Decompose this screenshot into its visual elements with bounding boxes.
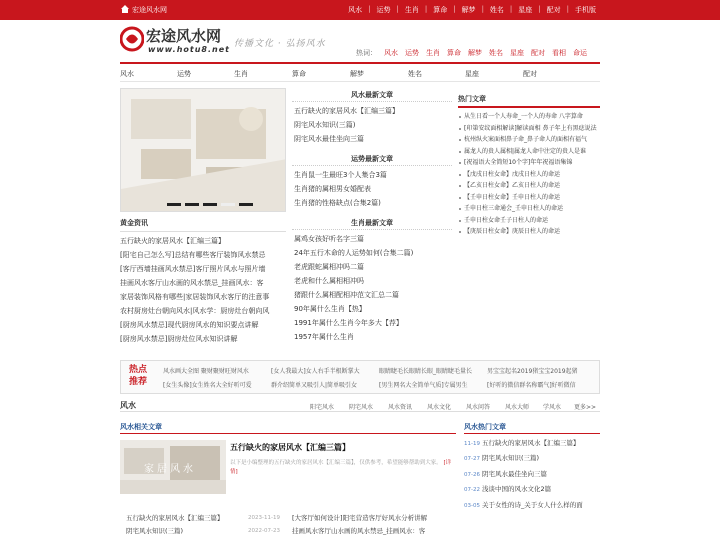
recommend-link[interactable]: [女人我最大]女人右手半根断掌大 — [271, 368, 360, 375]
slide-image — [121, 89, 286, 212]
item-date: 07-22 — [464, 487, 480, 493]
main-nav-item[interactable]: 星座 — [465, 70, 479, 78]
hot-word[interactable]: 命运 — [573, 49, 587, 57]
sub-nav-item[interactable]: 风水资讯 — [388, 404, 413, 411]
logo-domain: www.hotu8.net — [148, 45, 230, 54]
slide-dot[interactable] — [185, 203, 199, 206]
top-nav-item[interactable]: 姓名 — [489, 6, 504, 14]
list-item[interactable]: 【乙亥日柱女命】乙亥日柱人的命运 — [458, 180, 600, 192]
sub-nav-item[interactable]: 阴宅风水 — [349, 404, 374, 411]
top-nav-item[interactable]: 生肖 — [404, 6, 419, 14]
list-item[interactable]: 阴宅风水最佳坐向三篇 — [294, 135, 364, 143]
zodiac-latest — [292, 216, 452, 344]
hot-word[interactable]: 星座 — [510, 49, 524, 57]
list-item[interactable]: 【壬申日柱女命】壬申日柱人的命运 — [458, 192, 600, 204]
list-item[interactable] — [464, 468, 600, 481]
row-date: 2022-07-23 — [248, 528, 280, 534]
table-row — [120, 512, 456, 525]
related-title: 风水相关文章 — [120, 423, 162, 431]
recommend-link[interactable]: 风水画大全图 聚财聚财旺财风水 — [163, 368, 249, 375]
feature-title[interactable]: 五行缺火的家居风水【汇编三篇】 — [230, 443, 350, 452]
hot-articles — [458, 94, 600, 238]
list-item[interactable]: 生肖鼠一生最旺3个人集合3篇 — [294, 171, 387, 179]
list-item[interactable]: 【庚辰日柱女命】庚辰日柱人的命运 — [458, 226, 600, 238]
related-rows — [120, 512, 456, 538]
list-item[interactable]: [厨房风水禁忌]厨房灶位风水知识讲解 — [120, 335, 238, 343]
list-item[interactable]: [印第安纹面相解读]解读面相 鼻子年上有黑痣说法 — [458, 123, 600, 135]
item-date: 03-05 — [464, 502, 480, 509]
feature-desc — [230, 459, 456, 477]
slideshow[interactable] — [120, 88, 286, 212]
list-item[interactable]: 24年五行木命的人运势如何(合集二篇) — [294, 249, 414, 257]
hot-words — [356, 48, 594, 58]
top-nav-item[interactable]: 手机版 — [575, 6, 596, 14]
list-item[interactable]: [客厅西墙挂画风水禁忌]客厅照片风水与照片墙 — [120, 265, 266, 273]
slide-dots — [167, 203, 257, 206]
row-left-link[interactable]: 阴宅风水知识(三篇) — [126, 527, 184, 535]
related-articles — [120, 422, 456, 540]
list-item[interactable]: 【戊戌日柱女命】戊戌日柱人的命运 — [458, 169, 600, 181]
sub-nav-item[interactable]: 风水问答 — [466, 404, 491, 411]
main-nav-item[interactable]: 生肖 — [234, 70, 248, 78]
slide-dot[interactable] — [203, 203, 217, 206]
list-item[interactable] — [464, 452, 600, 465]
list-item[interactable]: 1957年属什么生肖 — [294, 333, 354, 341]
section-title: 风水最新文章 — [351, 91, 393, 99]
item-text[interactable]: 浅谈中国的风水文化2篇 — [481, 485, 552, 493]
slogan: 传播文化 · 弘扬风水 — [234, 39, 326, 49]
fengshui-section-bar — [120, 398, 600, 412]
details-link[interactable]: [详情] — [230, 460, 452, 475]
top-bar — [0, 0, 720, 20]
hot-word[interactable]: 姓名 — [489, 49, 503, 57]
table-row — [120, 525, 456, 538]
list-item[interactable]: [祝福语大全简短10个字]年年祝福语集锦 — [458, 157, 600, 169]
hot-words-label: 热词： — [356, 49, 377, 57]
list-item[interactable]: 杭州纵火案面相鼻子命_鼻子命人的面相有福气 — [458, 134, 600, 146]
main-nav-item[interactable]: 风水 — [120, 70, 134, 78]
gold-news — [120, 218, 286, 346]
feature-desc-text: 以下是小编整理的五行缺火的家居风水【汇编三篇】，仅供参考，希望能够帮助到大家。 — [230, 460, 442, 466]
list-item[interactable]: 五行缺火的家居风水【汇编三篇】 — [120, 237, 225, 245]
row-right-link[interactable]: [大客厅如何设计]阳宅营造客厅好风水分析讲解 — [292, 514, 428, 522]
hot-articles-title: 热门文章 — [458, 95, 486, 103]
list-item[interactable]: 家居装饰风格有哪些|家居装饰风水客厅的注意事 — [120, 293, 270, 301]
gold-news-title: 黄金资讯 — [120, 219, 148, 227]
list-item[interactable]: 属鸡女孩好听名字三篇 — [294, 235, 364, 243]
sub-nav-item[interactable]: 阳宅风水 — [310, 404, 335, 411]
list-item[interactable]: 壬申日柱女命壬子日柱人的命运 — [458, 215, 600, 227]
latest-articles — [292, 88, 452, 350]
top-nav-item[interactable]: 星座 — [518, 6, 533, 14]
hot-recommend-label: 热点推荐 — [128, 365, 147, 387]
section-title: 运势最新文章 — [351, 155, 393, 163]
logo[interactable] — [120, 25, 230, 59]
main-nav-item[interactable]: 姓名 — [408, 70, 422, 78]
top-nav-item[interactable]: 配对 — [546, 6, 561, 14]
hot-word[interactable]: 算命 — [447, 49, 461, 57]
list-item[interactable]: 生肖猪的属相男女婚配表 — [294, 185, 371, 193]
list-item[interactable]: 猪跟什么属相配相冲范文汇总二篇 — [294, 291, 399, 299]
top-nav: 风水 | 运势 | 生肖 | 算命 | 解梦 | 姓名 | 星座 | 配对 | 手机版 — [348, 5, 596, 14]
main-nav-item[interactable]: 算命 — [292, 70, 306, 78]
image-caption: 家居风水 — [144, 464, 196, 475]
row-left-link[interactable]: 五行缺火的家居风水【汇编三篇】 — [126, 514, 224, 522]
fengshui-latest — [292, 88, 452, 146]
item-date: 07-27 — [464, 456, 480, 462]
recommend-link[interactable]: [女生头像]女生姓名大全好听可爱 — [163, 382, 252, 389]
list-item[interactable] — [464, 483, 600, 496]
item-text[interactable]: 关于女性的诗_关于女人什么样的面 — [481, 500, 583, 509]
list-item[interactable] — [464, 499, 600, 512]
list-item[interactable]: 从生日看一个人寿命_一个人的寿命 八字算命 — [458, 111, 600, 123]
sub-nav-item[interactable]: 风水大师 — [505, 404, 530, 411]
sub-nav-item[interactable]: 学风水 — [543, 404, 562, 411]
item-text[interactable]: 阴宅风水知识(三篇) — [481, 454, 540, 462]
slide-dot[interactable] — [221, 203, 235, 206]
recommend-link[interactable]: 眼睛睫毛长眼睛长眼_眼睛睫毛量长 — [379, 368, 473, 375]
recommend-link[interactable]: [好听的微信群名称霸气]好听微信 — [487, 382, 576, 389]
main-nav-item[interactable]: 解梦 — [350, 70, 364, 78]
row-right-link[interactable]: 挂画风水客厅山水画的风水禁忌_挂画风水：客 — [292, 527, 426, 535]
item-text[interactable]: 阴宅风水最佳坐向三篇 — [481, 469, 547, 478]
hot-word[interactable]: 解梦 — [468, 49, 482, 57]
list-item[interactable]: 壬申日柱三命通会_壬申日柱人的命运 — [458, 203, 600, 215]
site-name[interactable]: 宏途风水网 — [132, 6, 167, 14]
list-item[interactable]: 老虎跟蛇属相冲吗二篇 — [294, 263, 364, 271]
item-date: 07-26 — [464, 471, 480, 478]
main-nav-item[interactable]: 运势 — [177, 70, 191, 78]
slide-dot[interactable] — [167, 203, 181, 206]
list-item[interactable]: 挂画风水客厅山水画的风水禁忌_挂画风水：客 — [120, 279, 264, 287]
list-item[interactable]: [厨房风水禁忌]现代厨房风水的知识要点讲解 — [120, 321, 259, 329]
list-item[interactable]: 90年属什么生肖【热】 — [294, 305, 366, 313]
main-nav — [120, 62, 600, 82]
list-item[interactable]: 农村厨房灶台朝向风水|风水学：厨房灶台朝向风 — [120, 307, 270, 315]
top-nav-item[interactable]: 运势 — [376, 6, 391, 14]
recommend-link[interactable]: 群介绍简单又吸引人|简单吸引女 — [271, 382, 358, 389]
hot-recommend — [120, 360, 600, 394]
list-item[interactable]: [阳宅自己怎么写]总结有哪些客厅装饰风水禁忌 — [120, 251, 266, 259]
main-nav-item[interactable]: 配对 — [523, 70, 537, 78]
fortune-latest — [292, 152, 452, 210]
item-date: 11-19 — [464, 440, 480, 447]
home-icon[interactable] — [120, 4, 130, 14]
list-item[interactable]: 阴宅风水知识(三篇) — [294, 121, 356, 129]
list-item[interactable] — [464, 437, 600, 450]
hot-word[interactable]: 看相 — [552, 49, 566, 57]
sub-nav-item[interactable]: 风水文化 — [427, 404, 452, 411]
list-item[interactable]: 五行缺火的家居风水【汇编三篇】 — [294, 107, 399, 115]
section-title: 生肖最新文章 — [351, 219, 393, 227]
hot-word[interactable]: 运势 — [405, 49, 419, 57]
recommend-link[interactable]: [男生网名大全简单气质]专属男生 — [379, 382, 468, 389]
item-text[interactable]: 五行缺火的家居风水【汇编三篇】 — [481, 438, 580, 447]
list-item[interactable]: 1991年属什么生肖今年多大【荐】 — [294, 319, 403, 327]
list-item[interactable]: 老虎和什么属相相冲吗 — [294, 277, 364, 285]
top-nav-item[interactable]: 解梦 — [461, 6, 476, 14]
recommend-link[interactable]: 男宝宝起名2019猪宝宝2019起猪 — [487, 368, 578, 375]
fengshui-hot — [464, 422, 600, 512]
top-nav-item[interactable]: 风水 — [348, 6, 363, 14]
top-nav-item[interactable]: 算命 — [433, 6, 448, 14]
list-item[interactable]: 属龙人的贵人属相|属龙人命中注定的贵人是谁 — [458, 146, 600, 158]
list-item[interactable]: 生肖猪的性格缺点(合集2篇) — [294, 199, 381, 207]
row-date: 2023-11-19 — [248, 515, 280, 521]
hot-word[interactable]: 风水 — [384, 49, 398, 57]
section-title: 风水 — [120, 401, 136, 410]
more-link[interactable]: 更多>> — [574, 404, 597, 411]
fengshui-hot-title: 风水热门文章 — [464, 423, 506, 431]
logo-mark-icon — [120, 26, 144, 52]
hot-word[interactable]: 生肖 — [426, 49, 440, 57]
slide-dot[interactable] — [239, 203, 253, 206]
hot-word[interactable]: 配对 — [531, 49, 545, 57]
logo-text: 宏途风水网 — [146, 27, 222, 45]
